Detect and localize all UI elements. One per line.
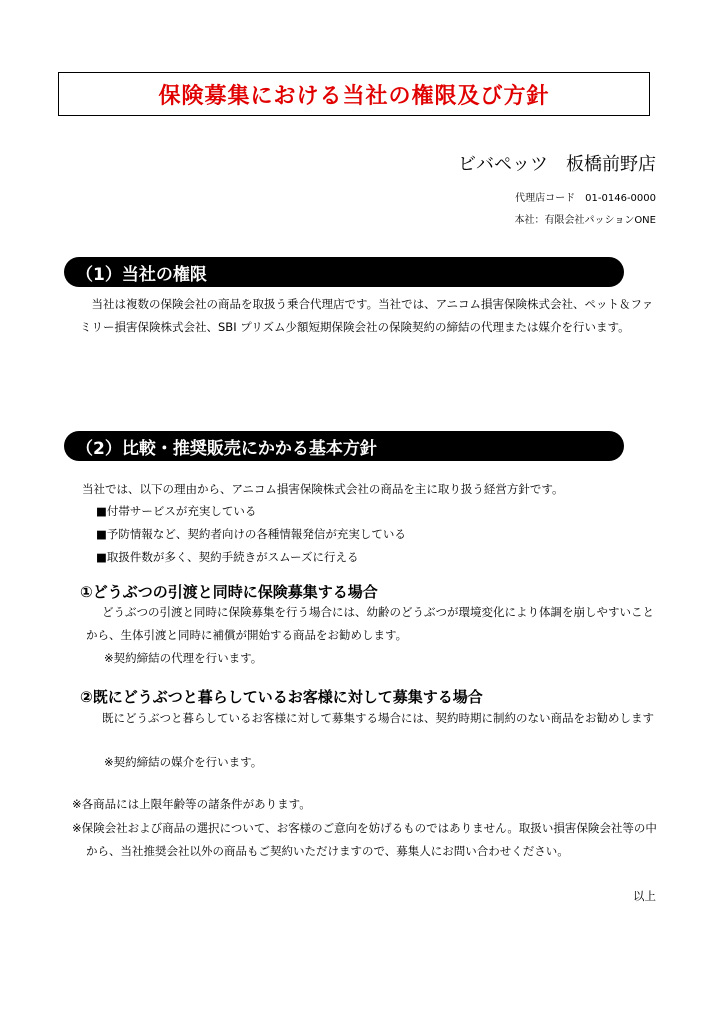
case1-heading: ①どうぶつの引渡と同時に保険募集する場合 [80, 583, 378, 601]
head-office: 本社：有限会社パッションONE [514, 215, 656, 226]
case2-note: ※契約締結の媒介を行います。 [104, 755, 263, 769]
footnote: ※各商品には上限年齢等の諸条件があります。 [72, 797, 311, 811]
case2-body: 既にどうぶつと暮らしているお客様に対して募集する場合には、契約時期に制約のない商品をお勧めします [102, 711, 654, 725]
agency-code: 代理店コード 01-0146-0000 [515, 193, 656, 204]
section1-body: 当社は複数の保険会社の商品を取扱う乗合代理店です。当社では、アニコム損害保険株式会社、ペット＆ファミリー損害保険株式会社、SBI プリズム少額短期保険会社の保険契約の締結の代理または媒介を行います。 [80, 297, 654, 334]
section2-heading: （2）比較・推奨販売にかかる基本方針 [64, 431, 624, 461]
reason-item: ■予防情報など、契約者向けの各種情報発信が充実している [96, 527, 406, 541]
reason-list [96, 500, 656, 569]
footnote: ※保険会社および商品の選択について、お客様のご意向を妨げるものではありません。取扱い損害保険会社等の中から、当社推奨会社以外の商品もご契約いただけますので、募集人にお問い合わせください。 [72, 821, 657, 858]
title-box [58, 72, 650, 116]
section1-heading: （1）当社の権限 [64, 257, 624, 287]
reason-item: ■取扱件数が多く、契約手続きがスムーズに行える [96, 550, 359, 564]
section2-intro: 当社では、以下の理由から、アニコム損害保険株式会社の商品を主に取り扱う経営方針です。 [82, 482, 564, 496]
case2-heading: ②既にどうぶつと暮らしているお客様に対して募集する場合 [80, 688, 483, 706]
page-title: 保険募集における当社の権限及び方針 [158, 83, 550, 109]
case1-body: どうぶつの引渡と同時に保険募集を行う場合には、幼齢のどうぶつが環境変化により体調を崩しやすいことから、生体引渡と同時に補償が開始する商品をお勧めします。 [86, 605, 654, 642]
reason-item: ■付帯サービスが充実している [96, 504, 257, 518]
case1-note: ※契約締結の代理を行います。 [104, 651, 263, 665]
closing-text: 以上 [633, 889, 656, 903]
store-name: ビバペッツ 板橋前野店 [458, 154, 656, 175]
